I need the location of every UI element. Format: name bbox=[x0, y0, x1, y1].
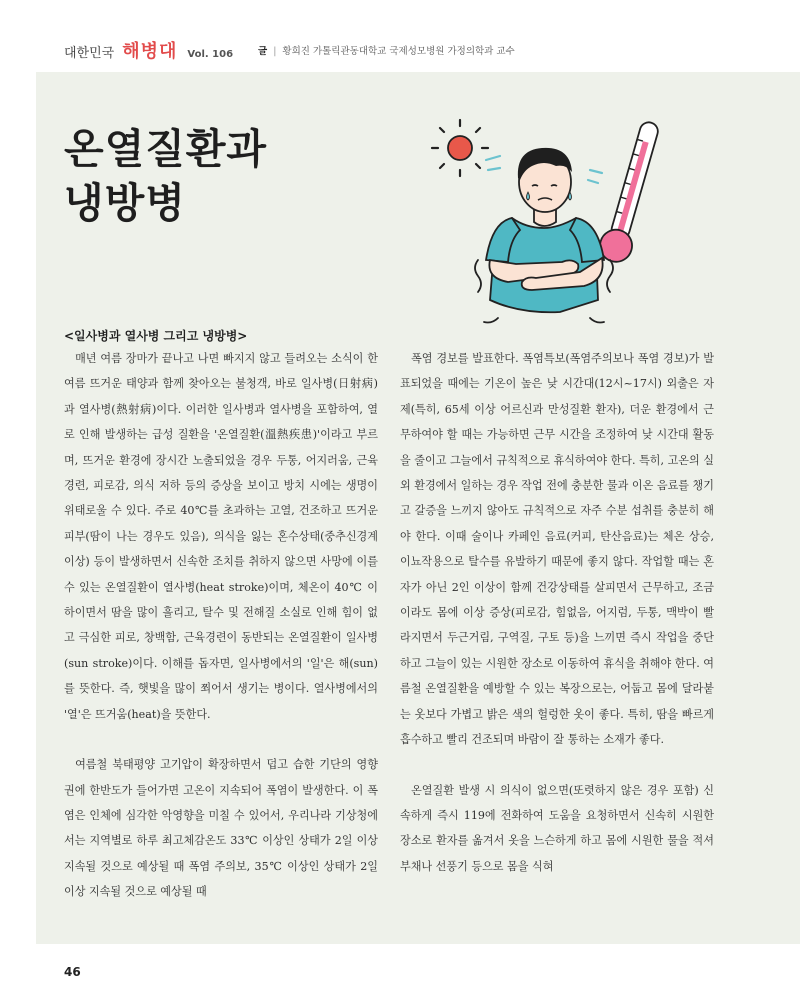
byline-author: 황희진 가톨릭관동대학교 국제성모병원 가정의학과 교수 bbox=[282, 46, 515, 57]
article-column-left bbox=[64, 346, 378, 905]
brand-prefix: 대한민국 bbox=[64, 46, 115, 61]
page-number: 46 bbox=[64, 965, 81, 979]
article-column-right bbox=[400, 346, 714, 879]
article-title bbox=[64, 122, 267, 230]
paragraph: 폭염 경보를 발표한다. 폭염특보(폭염주의보나 폭염 경보)가 발표되었을 때에는 기온이 높은 낮 시간대(12시~17시) 외출은 자제(특히, 65세 이상 어르신과 만성질환 환자), 더운 환경에서 근무하여야 할 때는 가능하면 근무 시간을 조정하여 낮 시간대 활동을 줄이고 그늘에서 규칙적으로 휴식하여야 한다. 특히, 고온의 실외 환경에서 일하는 경우 작업 전에 충분한 물과 이온 음료를 챙기고 갈증을 느끼지 않아도 규칙적으로 자주 수분 섭취를 충분히 해야 한다. 이때 술이나 카페인 음료(커피, 탄산음료)는 체온 상승, 이뇨작용으로 탈수를 유발하기 때문에 좋지 않다. 작업할 때는 혼자가 아닌 2인 이상이 함께 건강상태를 살피면서 근무하고, 조금이라도 몸에 이상 증상(피로감, 힘없음, 어지럼, 두통, 맥박이 빨라지면서 두근거림, 구역질, 구토 등)을 느끼면 즉시 작업을 중단하고 그늘이 있는 시원한 장소로 이동하여 휴식을 취해야 한다. 여름철 온열질환을 예방할 수 있는 복장으로는, 어둡고 몸에 달라붙는 옷보다 가볍고 밝은 색의 헐렁한 옷이 좋다. 특히, 땀을 빠르게 흡수하고 빨리 건조되며 바람이 잘 통하는 소재가 좋다. bbox=[400, 352, 714, 747]
paragraph: 여름철 북태평양 고기압이 확장하면서 덥고 습한 기단의 영향권에 한반도가 들어가면 고온이 지속되어 폭염이 발생한다. 이 폭염은 인체에 심각한 악영향을 미칠 수 있어서, 우리나라 기상청에서는 지역별로 하루 최고체감온도 33℃ 이상인 상태가 2일 이상 지속될 것으로 예상될 때 폭염 주의보, 35℃ 이상인 상태가 2일 이상 지속될 것으로 예상될 때 bbox=[64, 758, 378, 899]
title-line-2: 냉방병 bbox=[64, 179, 186, 227]
magazine-brand bbox=[64, 37, 233, 63]
sun-icon bbox=[432, 120, 488, 176]
byline-separator: | bbox=[273, 46, 277, 57]
byline bbox=[258, 43, 515, 57]
paragraph: 매년 여름 장마가 끝나고 나면 빠지지 않고 들려오는 소식이 한여름 뜨거운 태양과 함께 찾아오는 불청객, 바로 일사병(日射病)과 열사병(熱射病)이다. 이러한 일사병과 열사병을 포함하여, 열로 인해 발생하는 급성 질환을 '온열질환(溫熱疾患)'이라고 부르며, 뜨거운 환경에 장시간 노출되었을 경우 두통, 어지러움, 근육경련, 피로감, 의식 저하 등의 증상을 보이고 방치 시에는 생명이 위태로울 수 있다. 주로 40℃를 초과하는 고열, 건조하고 뜨거운 피부(땀이 나는 경우도 있음), 의식을 잃는 혼수상태(중추신경계 이상) 등이 발생하면서 신속한 조치를 취하지 않으면 사망에 이를 수 있는 온열질환이 열사병(heat stroke)이며, 체온이 40℃ 이하이면서 땀을 많이 흘리고, 탈수 및 전해질 소실로 인해 힘이 없고 극심한 피로, 창백함, 근육경련이 동반되는 온열질환이 일사병(sun stroke)이다. 이해를 돕자면, 일사병에서의 '일'은 해(sun)를 뜻한다. 즉, 햇빛을 많이 쬐어서 생기는 병이다. 열사병에서의 '열'은 뜨거움(heat)을 뜻한다. bbox=[64, 352, 378, 721]
sweating-man-figure bbox=[475, 148, 613, 323]
brand-name: 해병대 bbox=[122, 41, 178, 62]
paragraph: 온열질환 발생 시 의식이 없으면(또렷하지 않은 경우 포함) 신속하게 즉시 119에 전화하여 도움을 요청하면서 신속히 시원한 장소로 환자를 옮겨서 옷을 느슨하게 하고 몸에 시원한 물을 적셔 부채나 선풍기 등으로 몸을 식혀 bbox=[400, 783, 714, 873]
volume-number: Vol. 106 bbox=[187, 49, 234, 60]
title-line-1: 온열질환과 bbox=[64, 125, 268, 173]
thermometer-icon bbox=[596, 118, 660, 265]
heat-illustration bbox=[420, 100, 660, 340]
page-header bbox=[0, 0, 800, 72]
section-subheading: <일사병과 열사병 그리고 냉방병> bbox=[64, 329, 248, 343]
byline-label: 글 bbox=[258, 46, 268, 57]
